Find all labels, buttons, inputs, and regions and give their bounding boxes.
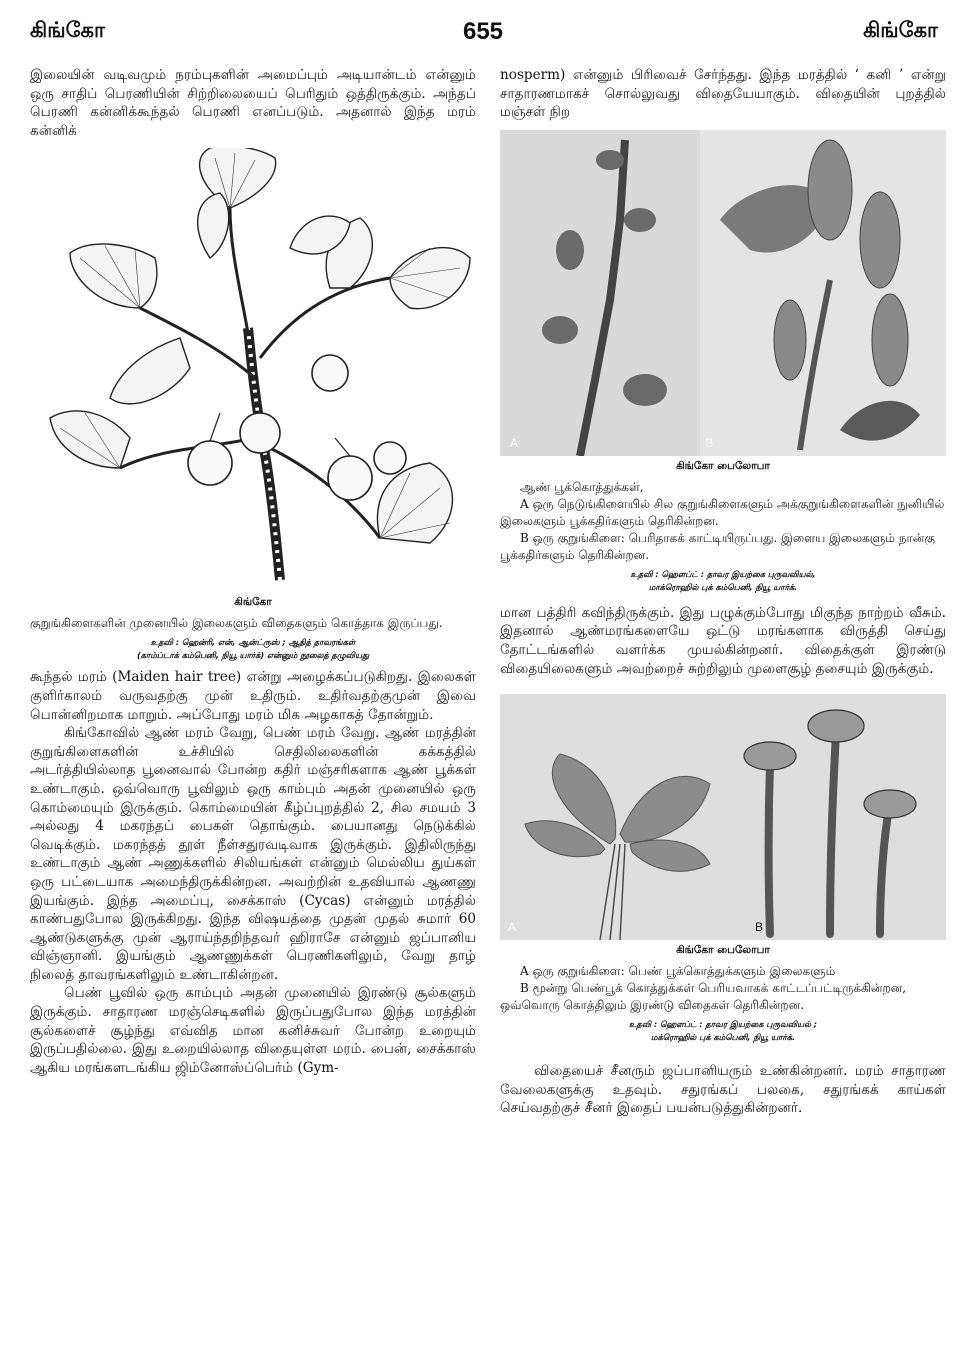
figure1-credit-line2: (காம்ப்டாக் கம்பெனி, நியூ யார்க்) என்னும் நூலைத் தழுவியது xyxy=(136,650,370,661)
figure3-label-a: A xyxy=(508,920,517,935)
figure3-label-b: B xyxy=(755,920,764,935)
figure2-label-a: A xyxy=(510,435,519,450)
figure2-credit-line2: மாக்ரொஹில் புக் கம்பெனி, நியூ யார்க். xyxy=(648,581,798,592)
left-intro-paragraph: இலையின் வடிவமும் நரம்புகளின் அமைப்பும் அடியான்டம் என்னும் ஒரு சாதிப் பெரணியின் சிற்றிலையைப் பெரிதும் ஒத்திருக்கும். அந்தப் பெரணி கன்னிக்கூந்தல் பெரணி எனப்படும். அதனால் இந்த மரம் கன்னிக் xyxy=(30,67,476,139)
figure2-caption-b: B ஒரு குறுங்கிளை: பெரிதாகக் காட்டியிருப்பது. இளைய இலைகளும் நான்கு பூக்கதிர்களும் தெரிகின்றன. xyxy=(500,530,935,562)
right-paragraph-1: மான பத்திரி கவிந்திருக்கும். இது பழுக்கும்போது மிகுந்த நாற்றம் வீசும். இதனால் ஆண்மரங்களையே ஒட்டு மரங்களாக விருத்தி செய்து தோட்டங்களில் வளர்க்க முயல்கின்றனர். விதைக்குள் இரண்டு விதையிலைகளும் அவற்றைச் சுற்றிலும் முளைசூழ் தசையும் இருக்கும். xyxy=(500,604,946,677)
figure1-title: கிங்கோ xyxy=(234,596,272,609)
figure3-credit-line2: மக்ரொஹில் புக் கம்பெனி, நியூ யார்க். xyxy=(650,1032,796,1043)
left-paragraph-1: கூந்தல் மரம் (Maiden hair tree) என்று அழைக்கப்படுகிறது. இலைகள் குளிர்காலம் வருவதற்கு முன் உதிரும். உதிர்வதற்குமுன் இவை பொன்னிறமாக மாறும். அப்போது மரம் மிக அழகாகத் தோன்றும். xyxy=(30,669,476,723)
left-paragraph-3: பெண் பூவில் ஒரு காம்பும் அதன் முனையில் இரண்டு சூல்களும் இருக்கும். சாதாரண மரஞ்செடிகளில் இருப்பதுபோல இந்த மரத்தின் சூல்களைச் சூழ்ந்து எவ்வித மான கனிச்சுவர் போன்ற உறையும் இருப்பதில்லை. இது உறையில்லாத விதையுள்ள மரம். பைன், சைக்காஸ் ஆகிய மரங்களடங்கிய ஜிம்னோஸ்ப்பெர்ம் (Gym- xyxy=(30,985,476,1076)
ginkgo-branch-drawing xyxy=(30,148,476,588)
running-header-left: கிங்கோ xyxy=(30,18,105,42)
figure3-caption-a: A ஒரு குறுங்கிளை: பெண் பூக்கொத்துக்களும் இலைகளும் xyxy=(520,964,836,979)
figure2-credit xyxy=(500,568,946,594)
figure3-title: கிங்கோ பைலோபா xyxy=(676,944,770,957)
figure1-credit-line1: உதவி : ஹென்ரி, என், ஆன்ட்ருஸ் ; ஆதித் தாவரங்கள் xyxy=(150,637,356,648)
right-column xyxy=(500,66,946,1118)
figure2-caption-a: A ஒரு நெடுங்கிளையில் சில குறுங்கிளைகளும் அக்குறுங்கிளைகளின் நுனியில் இலைகளும் பூக்கதிர்களும் தெரிகின்றன. xyxy=(500,496,945,528)
figure1-credit xyxy=(30,636,476,662)
figure1-caption: குறுங்கிளைகளின் முனையில் இலைகளும் விதைகளும் கொத்தாக இருப்பது. xyxy=(30,616,443,631)
figure3-caption-b: B மூன்று பெண்பூக் கொத்துக்கள் பெரியவாகக் காட்டப்பட்டிருக்கின்றன, ஒவ்வொரு கொத்திலும் இரண்டு விதைகள் தெரிகின்றன. xyxy=(500,981,907,1013)
figure2-credit-line1: உதவி : ஹௌப்ட் : தாவர இயற்கை புருவவியல், xyxy=(630,568,816,579)
ginkgo-drawing-figure xyxy=(30,148,476,592)
figure2-title: கிங்கோ பைலோபா xyxy=(676,459,770,472)
figure2-label-b: B xyxy=(705,435,714,450)
page-number: 655 xyxy=(462,18,504,45)
female-cones-photo xyxy=(500,694,946,940)
figure3-credit-line1: உதவி : ஹௌப்ட் : தாவர இயற்கை புருவவியல் ; xyxy=(628,1019,818,1030)
right-intro-paragraph: nosperm) என்னும் பிரிவைச் சேர்ந்தது. இந்த மரத்தில் ‘ கனி ’ என்று சாதாரணமாகச் சொல்லுவது விதையேயாகும். விதையின் புறத்தில் மஞ்சள் நிற xyxy=(500,67,946,121)
female-cones-photo-figure xyxy=(500,694,946,940)
male-cones-photo-figure xyxy=(500,130,946,456)
male-cones-photo xyxy=(500,130,946,456)
figure2-caption-intro: ஆண் பூக்கொத்துக்கள், xyxy=(520,479,644,494)
figure3-credit xyxy=(500,1018,946,1044)
left-column xyxy=(30,66,476,1077)
left-paragraph-2: கிங்கோவில் ஆண் மரம் வேறு, பெண் மரம் வேறு. ஆண் மரத்தின் குறுங்கிளைகளின் உச்சியில் செதிலிலைகளின் கக்கத்தில் அடர்த்தியில்லாத பூனைவால் போன்ற கதிர் மஞ்சரிகளாக ஆண் பூக்கள் உண்டாகும். ஒவ்வொரு பூவிலும் ஒரு காம்பும் அதன் முனையில் ஒரு கொம்மையும் இருக்கும். கொம்மையின் கீழ்ப்புறத்தில் 2, சில சமயம் 3 அல்லது 4 மகரந்தப் பைகள் தொங்கும். பையானது நெடுக்கில் வெடிக்கும். மகரந்தத் தூள் நீள்சதுரவடிவாக இருக்கும். இதிலிருந்து உண்டாகும் ஆண் அணுக்களில் சிலியங்கள் என்னும் மெல்லிய துய்கள் ஒரு பட்டையாக அமைந்திருக்கின்றன. அவற்றின் உதவியால் ஆணணு இயங்கும். இந்த அமைப்பு, சைக்காஸ் (Cycas) என்னும் மரத்தில் காண்பதுபோல இருக்கிறது. இந்த விஷயத்தை முதன் முதல் சுமார் 60 ஆண்டுகளுக்கு முன் ஆராய்ந்தறிந்தவர் ஹிராசே என்னும் ஜப்பானிய விஞ்ஞானி. இயங்கும் ஆணணுக்கள் பெரணிகளிலும், வேறு தாழ் நிலைத் தாவரங்களிலும் உண்டாகின்றன. xyxy=(30,725,476,983)
right-paragraph-2: விதையைச் சீனரும் ஜப்பானியரும் உண்கின்றனர். மரம் சாதாரண வேலைகளுக்கு உதவும். சதுரங்கப் பலகை, சதுரங்கக் காய்கள் செய்வதற்குச் சீனர் இதைப் பயன்படுத்துகின்றனர். xyxy=(500,1063,946,1117)
running-header-right: கிங்கோ xyxy=(863,18,938,42)
